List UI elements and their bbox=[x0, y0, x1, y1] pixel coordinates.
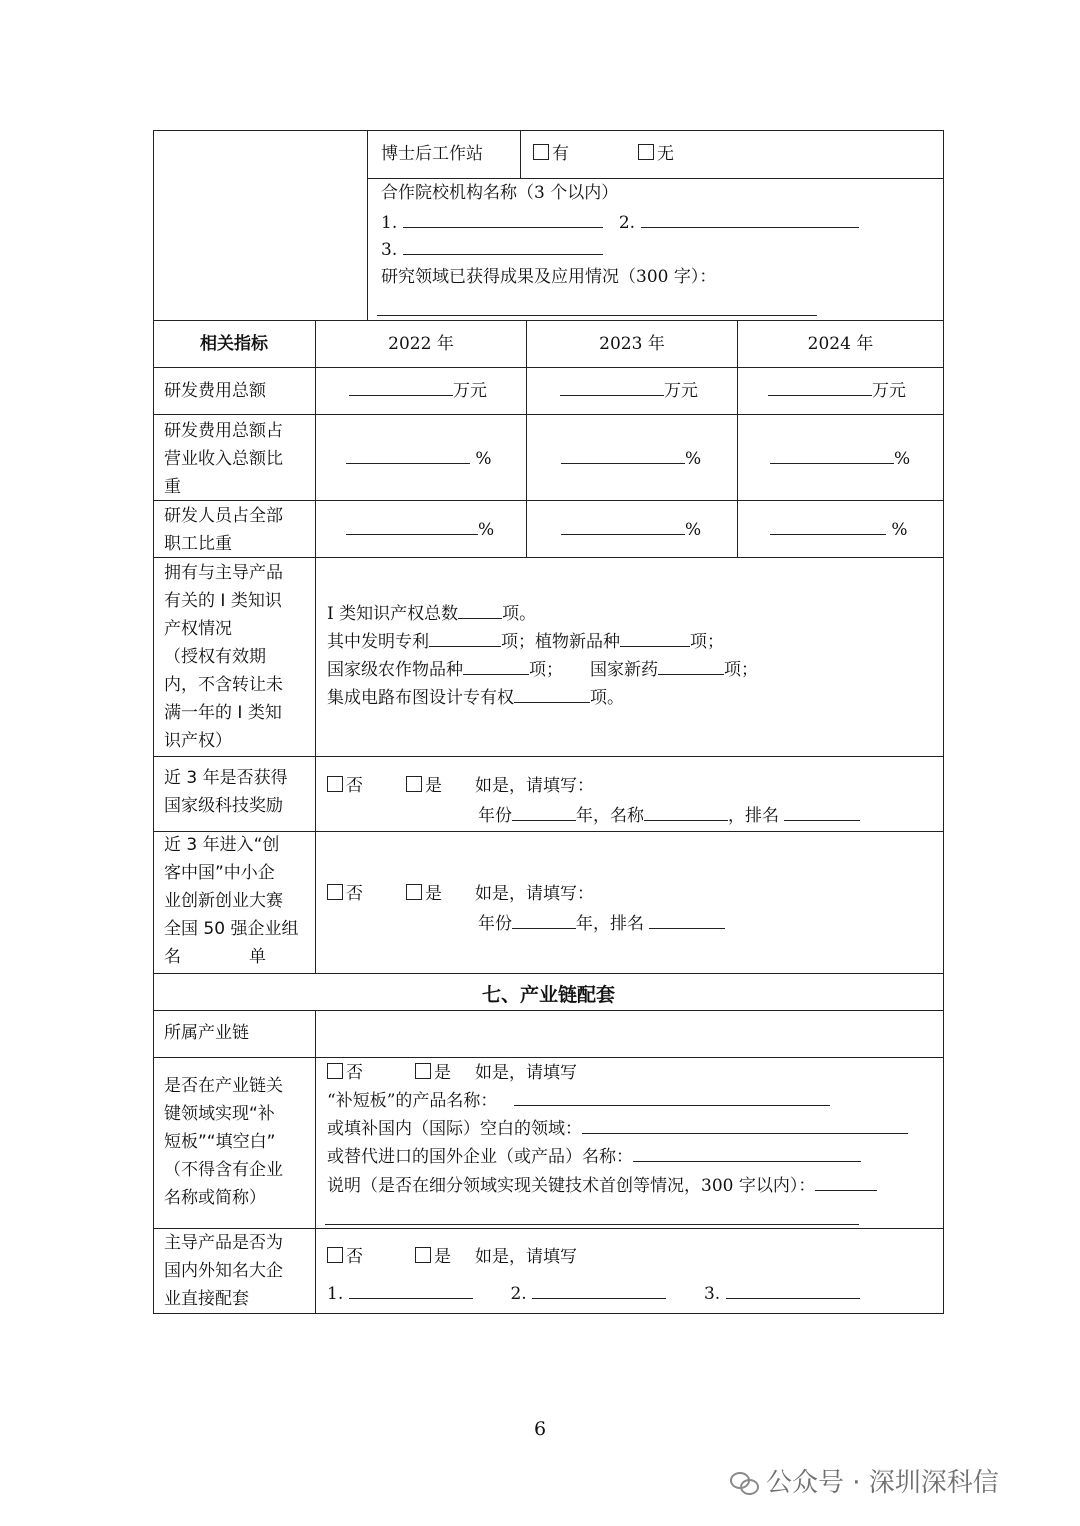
rd-total-2023: 万元 bbox=[560, 377, 698, 405]
rd-total-2022-field[interactable] bbox=[349, 378, 453, 396]
award-no-option[interactable]: 否 bbox=[327, 772, 363, 800]
supply-label: 主导产品是否为 国内外知名大企 业直接配套 bbox=[164, 1233, 283, 1309]
shortboard-label: 是否在产业链关 键领域实现“补 短板”“填空白” （不得含有企业 名称或简称） bbox=[164, 1076, 283, 1208]
staff-ratio-2024: % bbox=[770, 516, 908, 544]
maker-yes-option[interactable]: 是 bbox=[406, 880, 442, 908]
checkbox-icon[interactable] bbox=[406, 776, 422, 792]
rd-total-2022: 万元 bbox=[349, 377, 487, 405]
staff-ratio-2023: % bbox=[561, 516, 701, 544]
achievements-label: 研究领域已获得成果及应用情况（300 字）： bbox=[381, 267, 717, 287]
staff-ratio-2023-field[interactable] bbox=[561, 517, 685, 535]
supply-3-field[interactable] bbox=[726, 1281, 860, 1299]
institution-3-field[interactable] bbox=[403, 237, 603, 255]
watermark: 公众号 · 深圳深科信 bbox=[730, 1462, 999, 1499]
ip-total-line: I 类知识产权总数 项。 bbox=[327, 600, 536, 628]
ip-total-field[interactable] bbox=[458, 601, 502, 619]
postdoc-no-option[interactable]: 无 bbox=[638, 140, 674, 168]
maker-fill-hint: 如是，请填写： bbox=[475, 884, 594, 904]
shortboard-replace-line: 或替代进口的国外企业（或产品）名称： bbox=[327, 1143, 861, 1171]
rd-total-2023-field[interactable] bbox=[560, 378, 664, 396]
supply-1-field[interactable] bbox=[349, 1281, 473, 1299]
year-2023: 2023 年 bbox=[599, 334, 665, 354]
supply-fill-hint: 如是，请填写 bbox=[475, 1247, 577, 1267]
shortboard-fill-hint: 如是，请填写 bbox=[475, 1063, 577, 1083]
supply-2-field[interactable] bbox=[532, 1281, 666, 1299]
indicators-header: 相关指标 bbox=[200, 334, 268, 354]
staff-ratio-2024-field[interactable] bbox=[770, 517, 886, 535]
rd-ratio-2024-field[interactable] bbox=[770, 446, 894, 464]
shortboard-product-field[interactable] bbox=[514, 1088, 830, 1106]
checkbox-icon[interactable] bbox=[415, 1063, 431, 1079]
application-form-table bbox=[153, 130, 944, 1314]
maker-detail-line: 年份 年，排名 bbox=[478, 910, 725, 938]
maker-rank-field[interactable] bbox=[649, 911, 725, 929]
achievements-field[interactable] bbox=[377, 298, 817, 316]
shortboard-yes-option[interactable]: 是 bbox=[415, 1059, 451, 1087]
cooperation-line-1: 1. 2. bbox=[381, 209, 859, 237]
page-number: 6 bbox=[533, 1418, 547, 1440]
maker-label: 近 3 年进入“创 客中国”中小企 业创新创业大赛 全国 50 强企业组 名 单 bbox=[164, 835, 299, 967]
shortboard-note-line: 说明（是否在细分领域实现关键技术首创等情况，300 字以内）： bbox=[327, 1172, 877, 1200]
shortboard-note-field-2[interactable] bbox=[325, 1207, 859, 1225]
rd-ratio-label: 研发费用总额占 营业收入总额比 重 bbox=[164, 421, 283, 497]
ip-label: 拥有与主导产品 有关的 I 类知识 产权情况 （授权有效期 内，不含转让未 满一年的 I 类知 识产权） bbox=[164, 563, 283, 751]
ip-crop-line: 国家级农作物品种 项； 国家新药 项； bbox=[327, 656, 758, 684]
staff-ratio-label: 研发人员占全部 职工比重 bbox=[164, 506, 283, 554]
rd-ratio-2023: % bbox=[561, 445, 701, 473]
checkbox-icon[interactable] bbox=[327, 1063, 343, 1079]
checkbox-icon[interactable] bbox=[638, 144, 654, 160]
circuit-layout-field[interactable] bbox=[514, 685, 590, 703]
cooperation-title: 合作院校机构名称（3 个以内） bbox=[381, 183, 619, 203]
institution-1-field[interactable] bbox=[403, 210, 603, 228]
checkbox-icon[interactable] bbox=[327, 884, 343, 900]
year-2024: 2024 年 bbox=[807, 334, 874, 354]
rd-total-label: 研发费用总额 bbox=[164, 381, 266, 401]
chain-field[interactable] bbox=[317, 1012, 941, 1056]
shortboard-no-option[interactable]: 否 bbox=[327, 1059, 363, 1087]
shortboard-domain-field[interactable] bbox=[582, 1116, 908, 1134]
ip-patent-line: 其中发明专利 项；植物新品种 项； bbox=[327, 628, 724, 656]
shortboard-blank-line: 或填补国内（国际）空白的领域： bbox=[327, 1115, 908, 1143]
supply-no-option[interactable]: 否 bbox=[327, 1243, 363, 1271]
staff-ratio-2022: % bbox=[346, 516, 494, 544]
institution-2-field[interactable] bbox=[641, 210, 859, 228]
staff-ratio-2022-field[interactable] bbox=[346, 517, 478, 535]
shortboard-replace-field[interactable] bbox=[633, 1144, 861, 1162]
postdoc-label: 博士后工作站 bbox=[381, 144, 483, 164]
rd-ratio-2022: % bbox=[346, 445, 492, 473]
checkbox-icon[interactable] bbox=[327, 1247, 343, 1263]
shortboard-note-field[interactable] bbox=[815, 1173, 877, 1191]
rd-total-2024-field[interactable] bbox=[768, 378, 872, 396]
award-year-field[interactable] bbox=[512, 803, 576, 821]
checkbox-icon[interactable] bbox=[327, 776, 343, 792]
award-fill-hint: 如是，请填写： bbox=[475, 776, 594, 796]
plant-variety-field[interactable] bbox=[620, 629, 690, 647]
shortboard-product-line: “补短板”的产品名称： bbox=[327, 1087, 830, 1115]
postdoc-yes-option[interactable]: 有 bbox=[533, 140, 569, 168]
invention-patent-field[interactable] bbox=[429, 629, 501, 647]
maker-year-field[interactable] bbox=[512, 911, 576, 929]
supply-list-line: 1. 2. 3. bbox=[327, 1280, 860, 1308]
award-label: 近 3 年是否获得 国家级科技奖励 bbox=[164, 768, 288, 816]
award-name-field[interactable] bbox=[644, 803, 728, 821]
supply-yes-option[interactable]: 是 bbox=[415, 1243, 451, 1271]
year-2022: 2022 年 bbox=[388, 334, 454, 354]
award-detail-line: 年份 年，名称 ，排名 bbox=[478, 802, 860, 830]
rd-total-2024: 万元 bbox=[768, 377, 906, 405]
checkbox-icon[interactable] bbox=[533, 144, 549, 160]
checkbox-icon[interactable] bbox=[415, 1247, 431, 1263]
section-title: 七、产业链配套 bbox=[481, 984, 615, 1006]
checkbox-icon[interactable] bbox=[406, 884, 422, 900]
wechat-icon bbox=[730, 1470, 760, 1494]
ip-circuit-line: 集成电路布图设计专有权 项。 bbox=[327, 684, 624, 712]
rd-ratio-2022-field[interactable] bbox=[346, 446, 470, 464]
rd-ratio-2024: % bbox=[770, 445, 910, 473]
crop-variety-field[interactable] bbox=[463, 657, 529, 675]
maker-no-option[interactable]: 否 bbox=[327, 880, 363, 908]
new-drug-field[interactable] bbox=[658, 657, 724, 675]
cooperation-line-3: 3. bbox=[381, 236, 603, 264]
rd-ratio-2023-field[interactable] bbox=[561, 446, 685, 464]
chain-label: 所属产业链 bbox=[164, 1023, 249, 1043]
award-yes-option[interactable]: 是 bbox=[406, 772, 442, 800]
award-rank-field[interactable] bbox=[784, 803, 860, 821]
